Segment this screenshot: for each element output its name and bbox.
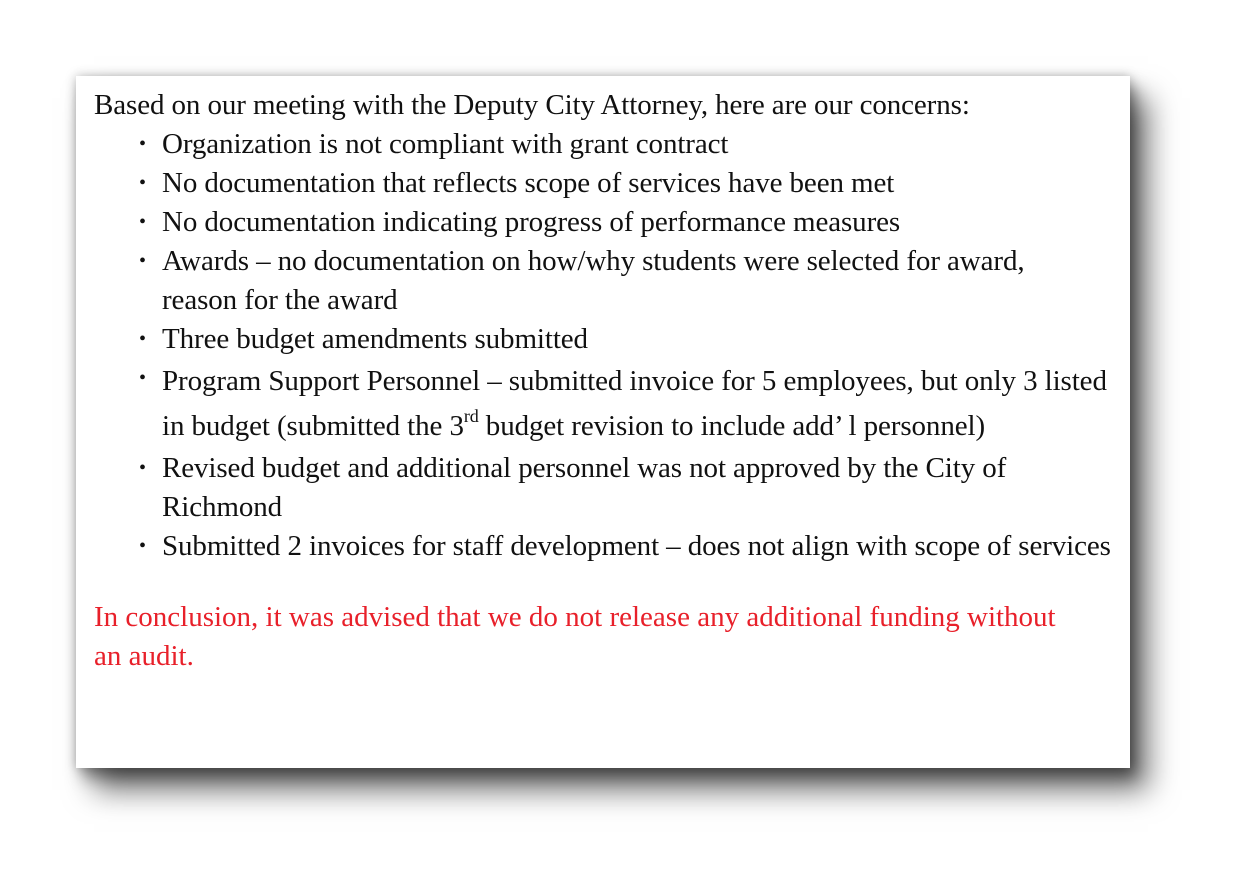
list-item: [139, 359, 1124, 449]
bullet-icon: •: [139, 457, 146, 479]
list-item: [139, 125, 1122, 164]
list-item-text-part1: Program Support Personnel – submitted invoice for 5 employees, but only 3 listed in budget (submitted the 3: [162, 365, 1107, 442]
intro-text: Based on our meeting with the Deputy City Attorney, here are our concerns:: [94, 89, 970, 121]
bullet-icon: •: [139, 328, 146, 350]
concerns-list: [94, 125, 1122, 566]
conclusion-text: In conclusion, it was advised that we do not release any additional funding without an audit.: [94, 601, 1056, 672]
bullet-icon: •: [139, 133, 146, 155]
list-item-text: No documentation indicating progress of performance measures: [162, 206, 901, 238]
list-item-text-part2: budget revision to include add’ l personnel): [478, 410, 986, 442]
list-item-text: Three budget amendments submitted: [162, 323, 588, 355]
list-item: [139, 320, 1122, 359]
list-item: [139, 242, 1032, 320]
superscript-ordinal: rd: [463, 406, 479, 427]
list-item-text: Organization is not compliant with grant contract: [162, 128, 729, 160]
bullet-icon: •: [139, 211, 146, 233]
list-item-text: No documentation that reflects scope of services have been met: [162, 167, 895, 199]
bullet-icon: •: [139, 367, 146, 389]
document-card: [76, 76, 1130, 768]
list-item: [139, 164, 1122, 203]
list-item: [139, 527, 1128, 566]
list-item-text: Submitted 2 invoices for staff development – does not align with scope of services: [162, 530, 1111, 562]
list-item-text: Awards – no documentation on how/why students were selected for award, reason for the award: [162, 245, 1025, 316]
bullet-icon: •: [139, 172, 146, 194]
bullet-icon: •: [139, 535, 146, 557]
list-item: [139, 203, 1122, 242]
list-item-text: Revised budget and additional personnel was not approved by the City of Richmond: [162, 452, 1007, 523]
list-item: [139, 449, 1124, 527]
bullet-icon: •: [139, 250, 146, 272]
